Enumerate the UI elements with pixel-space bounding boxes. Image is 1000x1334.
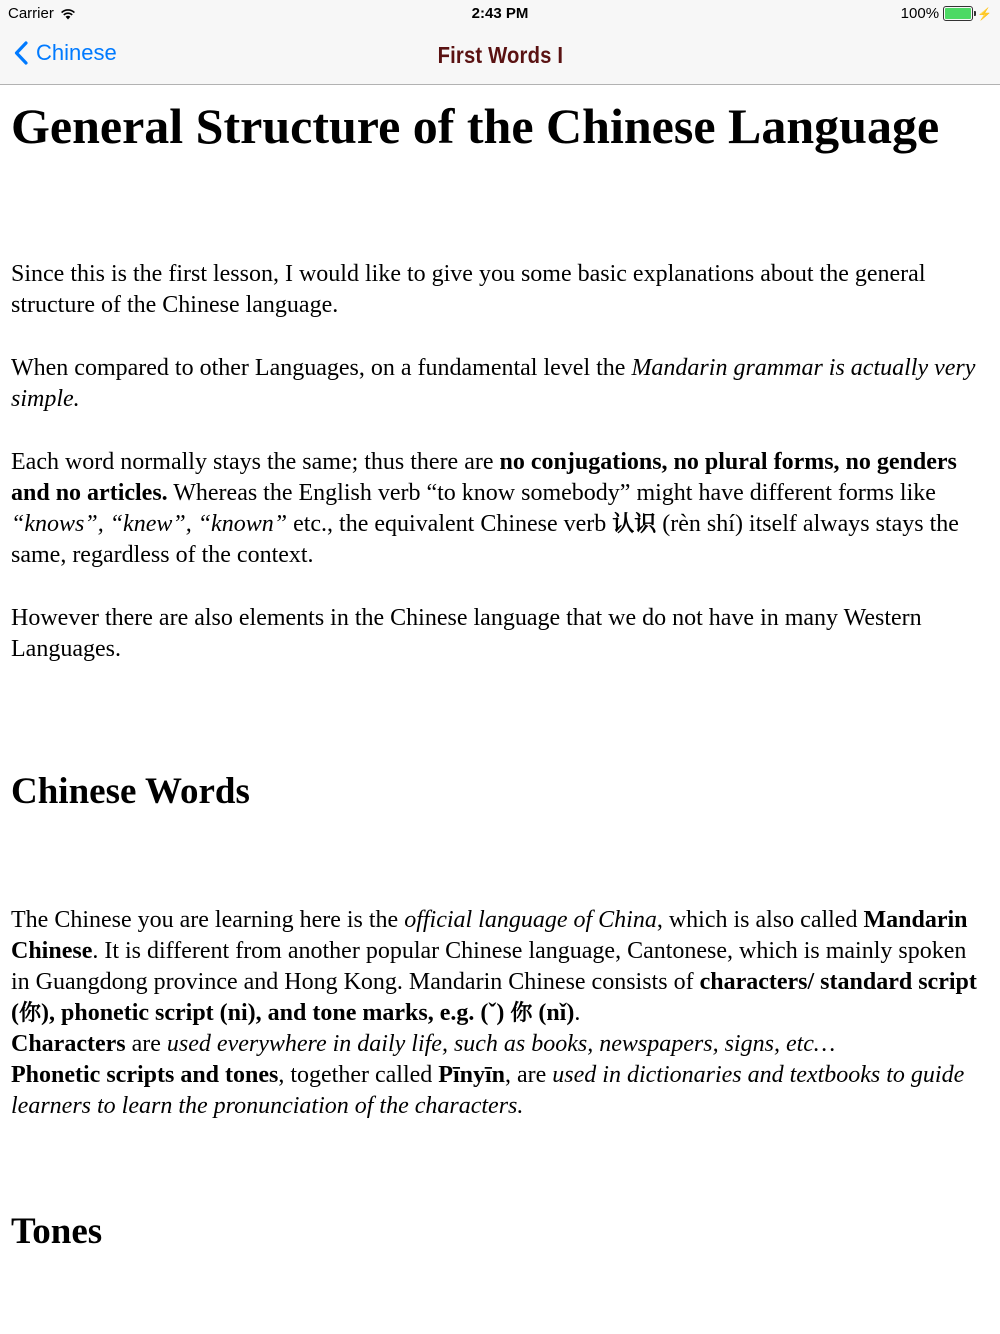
text-run: Whereas the English verb “to know somebody” might have different forms like: [167, 480, 936, 506]
bold-run: Characters: [11, 1031, 126, 1057]
text-run: When compared to other Languages, on a fundamental level the: [11, 355, 632, 381]
nav-title: First Words I: [437, 42, 563, 68]
charging-bolt-icon: ⚡: [977, 6, 992, 21]
back-button-label: Chinese: [36, 40, 117, 65]
battery-fill: [945, 8, 971, 19]
bold-run: no conjugations, no plural forms, no genders and no articles.: [11, 449, 957, 506]
italic-run: used everywhere in daily life, such as books, newspapers, signs, etc…: [166, 1031, 836, 1057]
page-title: General Structure of the Chinese Language: [11, 98, 940, 154]
paragraph-word-forms: [11, 447, 991, 571]
italic-run: “knows”, “knew”, “known”: [11, 511, 288, 537]
text-run: , which is also called: [656, 907, 864, 933]
section-heading-tones: Tones: [11, 1211, 103, 1252]
bold-run: Phonetic scripts and tones: [11, 1062, 279, 1088]
bold-run: characters/ standard script (: [11, 969, 977, 1026]
navigation-bar: [0, 28, 1000, 85]
chinese-characters: 认识: [612, 512, 657, 537]
lesson-content: [11, 84, 991, 1254]
bold-run: ), phonetic script (ni), and tone marks, e.g. (ˇ): [41, 1000, 511, 1026]
text-run: , together called: [278, 1062, 439, 1088]
paragraph-grammar: [11, 353, 991, 415]
chevron-left-icon: [14, 41, 28, 65]
text-run: Each word normally stays the same; thus there are: [11, 449, 500, 475]
text-run: (rèn shí) itself always stays the same, regardless of the context.: [11, 511, 959, 568]
text-run: .: [574, 1000, 581, 1026]
battery-icon: [943, 6, 973, 21]
status-bar: [0, 0, 1000, 28]
carrier-label: Carrier: [8, 5, 54, 22]
chinese-character: 你: [510, 1001, 533, 1026]
status-right: [901, 5, 992, 22]
paragraph-intro: Since this is the first lesson, I would like to give you some basic explanations about the general structure of the Chinese language.: [11, 261, 926, 318]
bold-run: (nǐ): [532, 1000, 575, 1026]
text-run: . It is different from another popular Chinese language, Cantonese, which is mainly spoken in Guangdong province and Hong Kong. Mandarin Chinese consists of: [11, 938, 967, 995]
text-run: , are: [504, 1062, 553, 1088]
paragraph-mandarin: [11, 905, 991, 1122]
text-run: etc., the equivalent Chinese verb: [287, 511, 613, 537]
paragraph-elements: However there are also elements in the Chinese language that we do not have in many Western Languages.: [11, 605, 922, 662]
section-heading-chinese-words: Chinese Words: [11, 771, 250, 812]
status-time: 2:43 PM: [471, 5, 529, 22]
bold-run: Pīnyīn: [438, 1062, 505, 1088]
text-run: are: [125, 1031, 167, 1057]
back-button[interactable]: [14, 40, 117, 66]
battery-percent: 100%: [900, 5, 940, 22]
chinese-character: 你: [19, 1001, 42, 1026]
italic-run: official language of China: [404, 907, 657, 933]
italic-run: Mandarin grammar is actually very simple.: [11, 355, 976, 412]
text-run: The Chinese you are learning here is the: [11, 907, 405, 933]
bold-run: Mandarin Chinese: [11, 907, 968, 964]
italic-run: used in dictionaries and textbooks to guide learners to learn the pronunciation of the characters.: [11, 1062, 965, 1119]
